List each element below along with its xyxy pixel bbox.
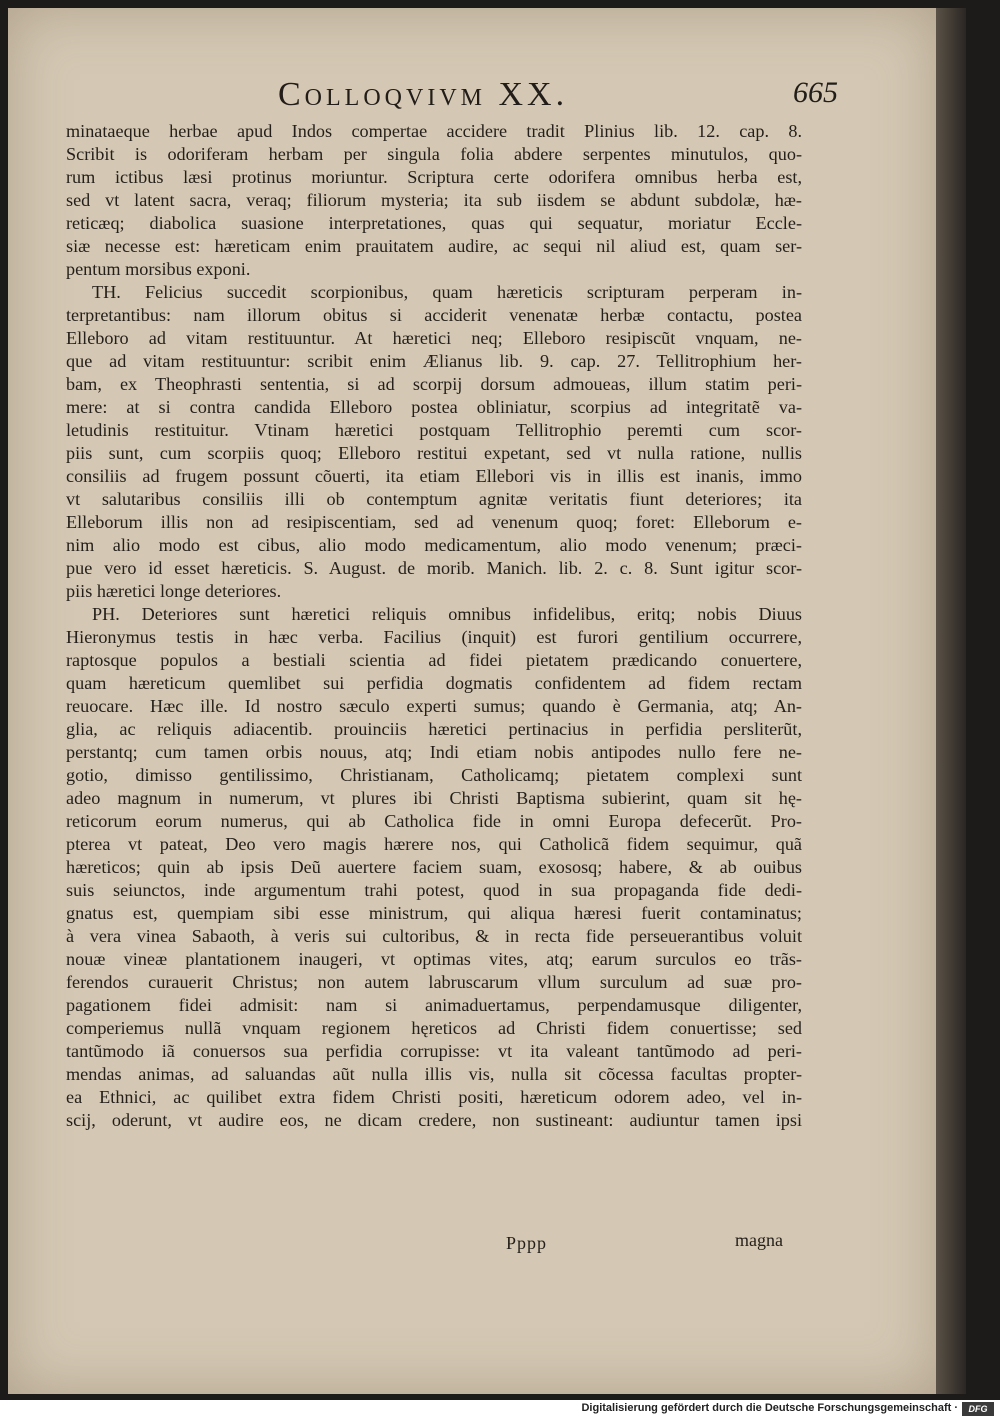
text-line: reticæq; diabolica suasione interpretationes, quas qui sequatur, moriatur Eccle- xyxy=(66,213,802,233)
body-text xyxy=(66,120,802,1132)
text-line: PH. Deteriores sunt hæretici reliquis omnibus infidelibus, eritq; nobis Diuus xyxy=(92,604,802,624)
text-line: suis seiunctos, inde argumentum trahi potest, quod in sua propaganda fide dedi- xyxy=(66,880,802,900)
text-line: comperiemus nullã vnquam regionem hęreticos ad Christi fidem conuertisse; sed xyxy=(66,1018,802,1038)
text-line: consiliis ad frugem possunt cõuerti, ita etiam Ellebori vis in illis est inanis, immo xyxy=(66,466,802,486)
text-line: hæreticos; quin ab ipsis Deũ auertere faciem suam, exososq; habere, & ab ouibus xyxy=(66,857,802,877)
text-line: nouæ vineæ plantationem inaugeri, vt optimas vites, atq; earum surculos eo trãs- xyxy=(66,949,802,969)
text-line: pagationem fidei admisit: nam si animaduertamus, perpendamusque diligenter, xyxy=(66,995,802,1015)
funding-credit: Digitalisierung gefördert durch die Deutsche Forschungsgemeinschaft · xyxy=(581,1402,958,1414)
text-line: piis sunt, cum scorpiis quoq; Elleboro restitui expetant, sed vt nulla ratione, nullis xyxy=(66,443,802,463)
text-line: reticorum eorum numerus, qui ab Catholica fide in omni Europa defecerũt. Pro- xyxy=(66,811,802,831)
text-line: Elleboro ad vitam restituuntur. At hæretici neq; Elleboro resipiscũt vnquam, ne- xyxy=(66,328,802,348)
text-line: letudinis restituitur. Vtinam hæretici postquam Tellitrophio peremti cum scor- xyxy=(66,420,802,440)
running-head xyxy=(63,76,838,116)
text-line: piis hæretici longe deteriores. xyxy=(66,581,282,601)
catchword: magna xyxy=(735,1230,783,1250)
text-line: pentum morsibus exponi. xyxy=(66,259,251,279)
text-line: scij, oderunt, vt audire eos, ne dicam credere, non sustineant: audiuntur tamen ipsi xyxy=(66,1110,802,1130)
footer-bar xyxy=(0,1400,1000,1419)
text-line: que ad vitam restituuntur: scribit enim Ælianus lib. 9. cap. 27. Tellitrophium her- xyxy=(66,351,802,371)
text-line: rum ictibus læsi protinus moriuntur. Scriptura certe odorifera omnibus herba est, xyxy=(66,167,802,187)
text-line: à vera vinea Sabaoth, à veris sui cultoribus, & in recta fide perseuerantibus voluit xyxy=(66,926,802,946)
text-line: adeo magnum in numerum, vt plures ibi Christi Baptisma subierint, quam sit hę- xyxy=(66,788,802,808)
text-line: pterea vt pateat, Deo vero magis hærere nos, qui Catholicã fidem sequimur, quã xyxy=(66,834,802,854)
text-line: quam hæreticum quemlibet sui perfidia dogmatis confidentem ad fidem rectam xyxy=(66,673,802,693)
running-head-title: Colloqvivm XX. xyxy=(278,76,569,113)
text-line: reuocare. Hæc ille. Id nostro sæculo experti sumus; quando è Germania, atq; An- xyxy=(66,696,802,716)
text-line: mendas animas, ad saluandas aũt nulla illis vis, nulla sit cõcessa facultas propter- xyxy=(66,1064,802,1084)
text-line: ea Ethnici, ac quilibet extra fidem Christi positi, hæreticum odorem adeo, vel in- xyxy=(66,1087,802,1107)
text-line: perstantq; cum tamen orbis nouus, atq; Indi etiam nobis antipodes nullo fere ne- xyxy=(66,742,802,762)
text-line: tantũmodo iã conuersos sua perfidia corrupisse: vt ita valeant tantũmodo ad peri- xyxy=(66,1041,802,1061)
text-line: gotio, dimisso gentilissimo, Christianam, Catholicamq; pietatem complexi sunt xyxy=(66,765,802,785)
text-line: raptosque populos a bestiali scientia ad fidei pietatem prædicando conuertere, xyxy=(66,650,802,670)
text-line: ferendos curauerit Christus; non autem labruscarum vllum surculum ad suæ pro- xyxy=(66,972,802,992)
text-line: mere: at si contra candida Elleboro postea obliniatur, scorpius ad integritatẽ va- xyxy=(66,397,802,417)
text-line: minataeque herbae apud Indos compertae accidere tradit Plinius lib. 12. cap. 8. xyxy=(66,121,802,141)
book-page xyxy=(8,8,936,1394)
dfg-logo-icon: DFG xyxy=(962,1402,994,1416)
text-line: gnatus est, quempiam sibi esse ministrum, qui aliqua hæresi fuerit contaminatus; xyxy=(66,903,802,923)
text-line: glia, ac reliquis adiacentib. prouinciis hæretici pertinacius in perfidia persliterũt, xyxy=(66,719,802,739)
text-line: siæ necesse est: hæreticam enim prauitatem audire, ac sequi nil aliud est, quam ser- xyxy=(66,236,802,256)
text-line: pue vero id esset hæreticis. S. August. de morib. Manich. lib. 2. c. 8. Sunt igitur scor- xyxy=(66,558,802,578)
text-line: bam, ex Theophrasti sententia, si ad scorpij dorsum admoueas, illum statim peri- xyxy=(66,374,802,394)
text-line: Scribit is odoriferam herbam per singula folia abdere serpentes minutulos, quo- xyxy=(66,144,802,164)
text-line: nim alio modo est cibus, alio modo medicamentum, alio modo venenum; præci- xyxy=(66,535,802,555)
text-line: vt salutaribus consiliis illi ob contemptum agnitæ veritatis fiunt deteriores; ita xyxy=(66,489,802,509)
signature-mark: Pppp xyxy=(506,1233,548,1253)
text-line: sed vt latent sacra, veraq; filiorum mysteria; ita sub iisdem se abdunt subdolæ, hæ- xyxy=(66,190,802,210)
page-number: 665 xyxy=(793,76,838,109)
text-line: TH. Felicius succedit scorpionibus, quam hæreticis scripturam perperam in- xyxy=(92,282,802,302)
text-line: Elleborum illis non ad resipiscentiam, sed ad venenum quoq; foret: Elleborum e- xyxy=(66,512,802,532)
text-line: Hieronymus testis in hæc verba. Facilius (inquit) est furori gentilium occurrere, xyxy=(66,627,802,647)
text-line: terpretantibus: nam illorum obitus si acciderit venenatæ herbæ contactu, postea xyxy=(66,305,802,325)
